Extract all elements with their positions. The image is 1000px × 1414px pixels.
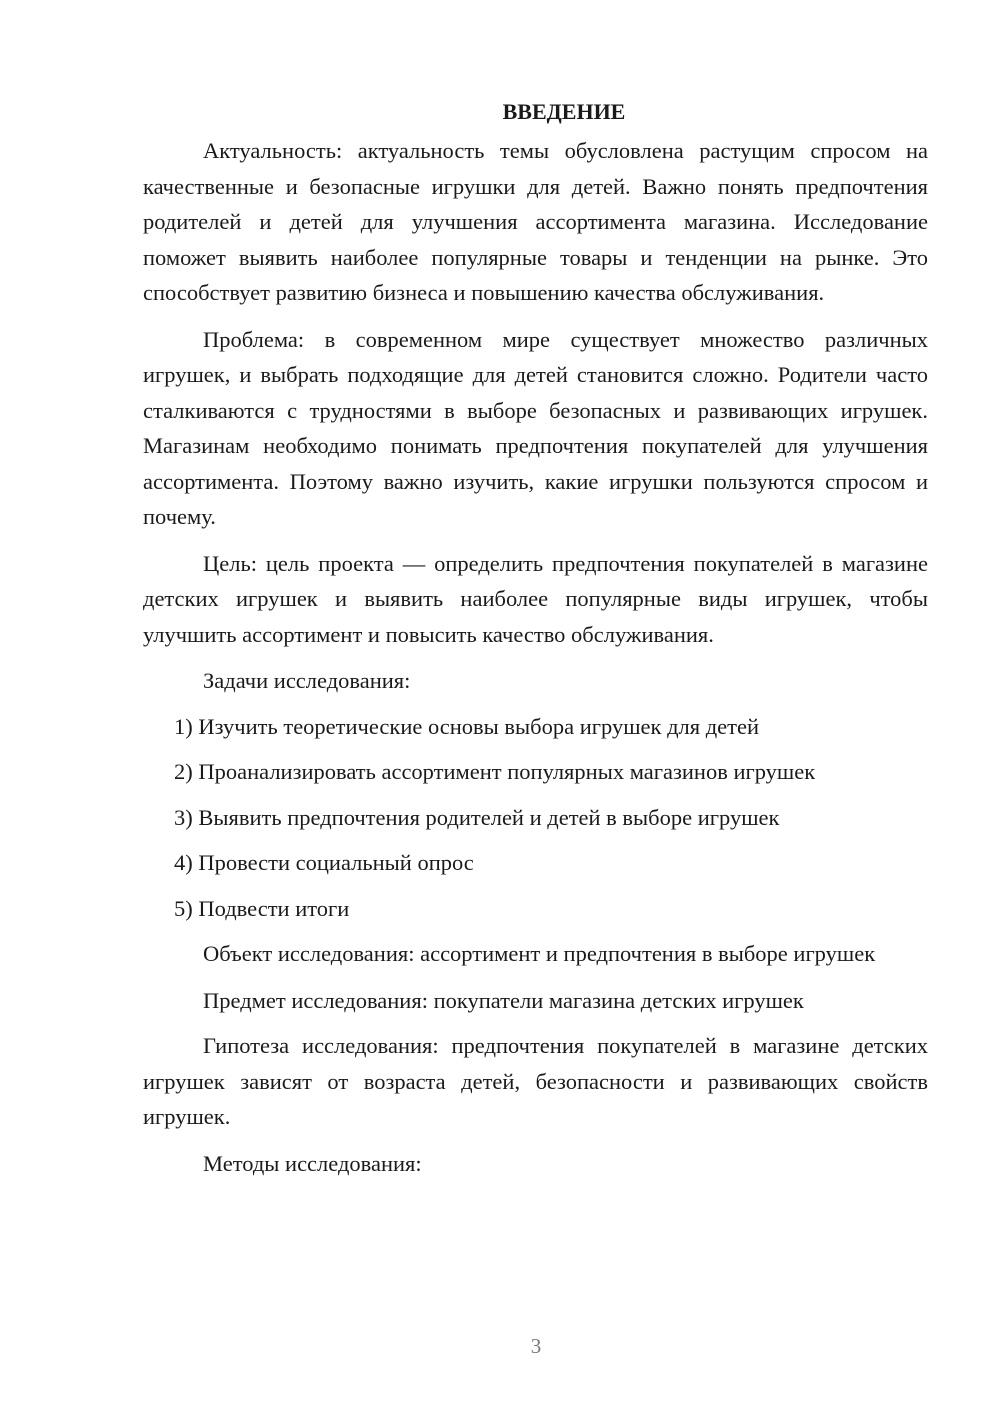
task-item: 1) Изучить теоретические основы выбора игрушек для детей xyxy=(174,713,760,739)
document-body xyxy=(143,97,928,1191)
subject-paragraph: Предмет исследования: покупатели магазина детских игрушек xyxy=(203,987,804,1013)
section-heading: ВВЕДЕНИЕ xyxy=(502,99,626,124)
task-item: 2) Проанализировать ассортимент популярных магазинов игрушек xyxy=(174,759,816,784)
task-item: 5) Подвести итоги xyxy=(174,895,350,921)
page-number: 3 xyxy=(530,1334,542,1358)
task-item: 3) Выявить предпочтения родителей и детей в выборе игрушек xyxy=(174,804,780,830)
goal-paragraph: Цель: цель проекта — определить предпочтения покупателей в магазине детских игрушек и выявить наиболее популярные виды игрушек, чтобы улучшить ассортимент и повысить качество обслуживания. xyxy=(143,550,928,647)
relevance-paragraph: Актуальность: актуальность темы обусловлена растущим спросом на качественные и безопасные игрушки для детей. Важно понять предпочтения родителей и детей для улучшения ассортимента магазина. Исследование поможет выявить наиболее популярные товары и тенденции на рынке. Это способствует развитию бизнеса и повышению качества обслуживания. xyxy=(143,138,928,305)
object-paragraph: Объект исследования: ассортимент и предпочтения в выборе игрушек xyxy=(203,941,876,966)
hypothesis-paragraph: Гипотеза исследования: предпочтения покупателей в магазине детских игрушек зависят от возраста детей, безопасности и развивающих свойств игрушек. xyxy=(143,1033,928,1129)
tasks-list xyxy=(143,709,928,927)
tasks-title: Задачи исследования: xyxy=(203,668,411,693)
methods-title: Методы исследования: xyxy=(203,1150,422,1176)
problem-paragraph: Проблема: в современном мире существует множество различных игрушек, и выбрать подходящие для детей становится сложно. Родители часто сталкиваются с трудностями в выборе безопасных и развивающих игрушек. Магазинам необходимо понимать предпочтения покупателей для улучшения ассортимента. Поэтому важно изучить, какие игрушки пользуются спросом и почему. xyxy=(143,326,928,529)
task-item: 4) Провести социальный опрос xyxy=(174,850,474,875)
